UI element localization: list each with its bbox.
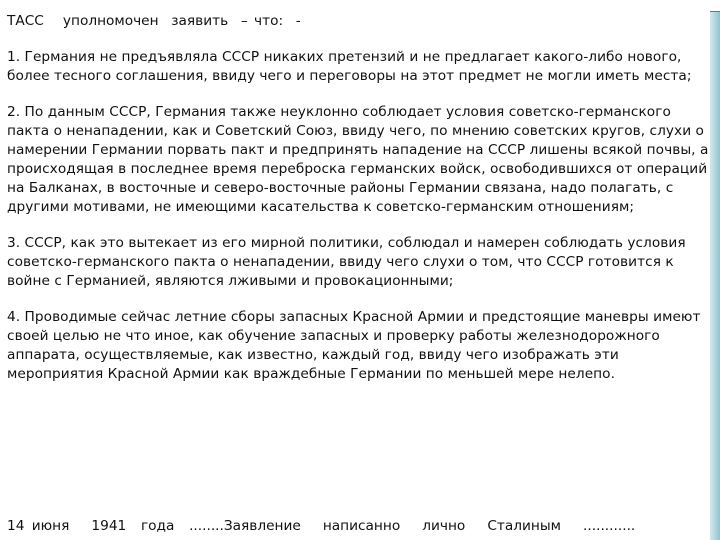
paragraph-1: 1. Германия не предъявляла СССР никаких претензий и не предлагает какого-либо нового, более тесного соглашения, ввиду чего и переговоры на этот предмет не могли иметь места; <box>7 49 692 84</box>
frame-accent-right <box>710 12 720 540</box>
paragraph-4: 4. Проводимые сейчас летние сборы запасных Красной Армии и предстоящие маневры имеют своей целью не что иное, как обучение запасных и проверку работы железнодорожного аппарата, осуществляемые, как известно, каждый год, ввиду чего изображать эти мероприятия Красной Армии как враждебные Германии по меньшей мере нелепо. <box>7 309 701 382</box>
footer-note: 14 июня 1941 года ........Заявление написанно лично Сталиным ............ <box>7 518 636 534</box>
statement-text <box>7 12 710 401</box>
paragraph-3: 3. СССР, как это вытекает из его мирной политики, соблюдал и намерен соблюдать условия советско-германского пакта о ненападении, ввиду чего слухи о том, что СССР готовится к войне с Германией, являются лживыми и провокационными; <box>7 235 686 289</box>
paragraph-2: 2. По данным СССР, Германия также неуклонно соблюдает условия советско-германского пакта о ненападении, как и Советский Союз, ввиду чего, по мнению советских кругов, слухи о намерении Германии порвать пакт и предпринять нападение на СССР лишены всякой почвы, а происходящая в последнее время переброска германских войск, освободившихся от операций на Балканах, в восточные и северо-восточные районы Германии связана, надо полагать, с другими мотивами, не имеющими касательства к советско-германским отношениям; <box>7 104 709 215</box>
statement-heading: ТАСС уполномочен заявить – что: - <box>7 13 301 29</box>
